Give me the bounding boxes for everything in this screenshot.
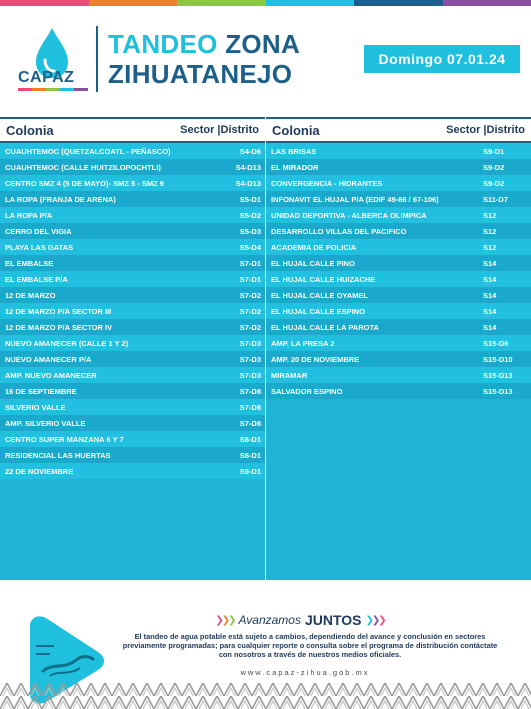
- sector-code: S5-D1: [239, 194, 261, 204]
- sector-code: S5-D2: [239, 210, 261, 220]
- date-badge: Domingo 07.01.24: [364, 45, 520, 73]
- slogan-arrows-left-icon: ❯❯❯: [215, 614, 235, 626]
- sector-code: S7-D3: [239, 370, 261, 380]
- colonia-name: 22 DE NOVIEMBRE: [5, 466, 74, 476]
- table-row: [266, 239, 531, 255]
- sector-code: S7-D3: [239, 338, 261, 348]
- table-row: [266, 223, 531, 239]
- table-row: [0, 431, 265, 447]
- left-rows: [0, 143, 265, 580]
- sector-code: S7-D8: [239, 402, 261, 412]
- left-column: [0, 117, 265, 580]
- table-row: [0, 287, 265, 303]
- right-column-header: [266, 117, 531, 143]
- colonia-name: 12 DE MARZO P/A SECTOR IV: [5, 322, 113, 332]
- colonia-name: AMP. NUEVO AMANECER: [5, 370, 97, 380]
- colonia-name: RESIDENCIAL LAS HUERTAS: [5, 450, 111, 460]
- colonia-name: CENTRO SUPER MANZANA 6 Y 7: [5, 434, 124, 444]
- colonia-name: SILVERIO VALLE: [5, 402, 66, 412]
- title-word-zona: ZONA: [225, 29, 301, 59]
- sector-code: S14: [483, 274, 497, 284]
- colonia-name: CUAUHTEMOC (CALLE HUITZILOPOCHTLI): [5, 162, 161, 172]
- table-row: [0, 303, 265, 319]
- table-row: [0, 223, 265, 239]
- colonia-name: CUAUHTEMOC (QUETZALCOATL - PEÑASCO): [5, 146, 171, 156]
- sector-code: S7-D1: [239, 258, 261, 268]
- colonia-name: LA ROPA P/A: [5, 210, 53, 220]
- brand-name: CAPAZ: [18, 69, 75, 86]
- colonia-name: MIRAMAR: [271, 370, 308, 380]
- header-divider: [96, 26, 98, 92]
- sector-code: S14: [483, 322, 497, 332]
- colonia-name: EL HUJAL CALLE ESPINO: [271, 306, 365, 316]
- colonia-name: AMP. 20 DE NOVIEMBRE: [271, 354, 360, 364]
- sector-code: S14: [483, 290, 497, 300]
- sector-code: S15-D13: [483, 370, 513, 380]
- table-row: [0, 335, 265, 351]
- table-row: [0, 367, 265, 383]
- sector-code: S4-D6: [239, 146, 261, 156]
- table-row: [0, 143, 265, 159]
- top-color-stripe: [0, 0, 531, 6]
- sector-code: S15-D13: [483, 386, 513, 396]
- table-row: [266, 303, 531, 319]
- sector-code: S9-D2: [483, 162, 505, 172]
- sector-code: S14: [483, 306, 497, 316]
- colonia-name: DESARROLLO VILLAS DEL PACIFICO: [271, 226, 407, 236]
- colonia-name: LAS BRISAS: [271, 146, 317, 156]
- sector-code: S7-D2: [239, 290, 261, 300]
- table-row: [0, 447, 265, 463]
- table-row: [0, 271, 265, 287]
- right-column: [266, 117, 531, 580]
- slogan: [190, 611, 410, 629]
- table-row: [0, 399, 265, 415]
- table-row: [0, 415, 265, 431]
- sector-code: S7-D2: [239, 306, 261, 316]
- colonia-name: SALVADOR ESPINO: [271, 386, 343, 396]
- sector-code: S4-D13: [235, 162, 261, 172]
- sector-code: S9-D2: [483, 178, 505, 188]
- slogan-text-a: Avanzamos: [238, 613, 301, 627]
- sector-code: S5-D3: [239, 226, 261, 236]
- table-row: [266, 271, 531, 287]
- table-row: [0, 191, 265, 207]
- table-row: [266, 319, 531, 335]
- slogan-text-b: JUNTOS: [304, 612, 362, 628]
- table-row: [266, 335, 531, 351]
- schedule-table: [0, 117, 531, 580]
- sector-code: S9-D1: [483, 146, 505, 156]
- colonia-name: EL MIRADOR: [271, 162, 319, 172]
- colonia-name: AMP. LA PRESA 2: [271, 338, 335, 348]
- sector-code: S8-D1: [239, 434, 261, 444]
- sector-code: S7-D2: [239, 322, 261, 332]
- table-row: [266, 383, 531, 399]
- colonia-name: PLAYA LAS GATAS: [5, 242, 74, 252]
- decorative-pattern-icon: [0, 683, 531, 709]
- colonia-name: EL HUJAL CALLE LA PAROTA: [271, 322, 379, 332]
- right-rows: [266, 143, 531, 580]
- page-title-line1: [108, 30, 300, 58]
- colonia-name: AMP. SILVERIO VALLE: [5, 418, 86, 428]
- sector-code: S14: [483, 258, 497, 268]
- table-row: [0, 319, 265, 335]
- left-column-header: [0, 117, 265, 143]
- table-row: [0, 383, 265, 399]
- sector-code: S15-D10: [483, 354, 513, 364]
- sector-code: S12: [483, 210, 497, 220]
- page-title-line2: ZIHUATANEJO: [108, 59, 293, 89]
- table-row: [0, 255, 265, 271]
- table-row: [266, 287, 531, 303]
- sector-code: S7-D1: [239, 274, 261, 284]
- table-row: [266, 143, 531, 159]
- colonia-name: CONVERGENCIA - HIDRANTES: [271, 178, 383, 188]
- website-link[interactable]: www.capaz-zihua.gob.mx: [240, 668, 370, 677]
- sector-code: S7-D8: [239, 386, 261, 396]
- table-row: [266, 175, 531, 191]
- sector-code: S7-D3: [239, 354, 261, 364]
- sector-code: S5-D4: [239, 242, 261, 252]
- table-row: [0, 239, 265, 255]
- table-row: [0, 463, 265, 479]
- colonia-name: CENTRO SMZ 4 (5 DE MAYO)- SMZ 5 - SMZ 9: [5, 178, 164, 188]
- colonia-name: INFONAVIT EL HUJAL P/A (EDIF 49-66 / 67-106): [271, 194, 439, 204]
- colonia-name: NUEVO AMANECER (CALLE 1 Y 2): [5, 338, 129, 348]
- sector-code: S7-D8: [239, 418, 261, 428]
- sector-code: S11-D7: [483, 194, 509, 204]
- table-row: [0, 207, 265, 223]
- sector-code: S15-D6: [483, 338, 509, 348]
- colonia-name: ACADEMIA DE POLICIA: [271, 242, 357, 252]
- colonia-name: EL HUJAL CALLE HUIZACHE: [271, 274, 376, 284]
- disclaimer-notice: El tandeo de agua potable está sujeto a cambios, dependiendo del avance y conclusión en sectores previamente programadas; para cualquier reporte o consulta sobre el programa de distribución contáctate con nosotros a través de nuestros medios oficiales.: [122, 632, 498, 659]
- title-word-tandeo: TANDEO: [108, 29, 218, 59]
- table-row: [266, 159, 531, 175]
- footer: [0, 580, 531, 709]
- table-row: [0, 351, 265, 367]
- colonia-name: LA ROPA (FRANJA DE ARENA): [5, 194, 116, 204]
- colonia-name: CERRO DEL VIGIA: [5, 226, 72, 236]
- colonia-name: EL HUJAL CALLE PINO: [271, 258, 355, 268]
- colonia-name: EL HUJAL CALLE OYAMEL: [271, 290, 368, 300]
- table-row: [266, 191, 531, 207]
- colonia-name: EL EMBALSE P/A: [5, 274, 68, 284]
- colonia-name: 16 DE SEPTIEMBRE: [5, 386, 77, 396]
- colonia-name: UNIDAD DEPORTIVA - ALBERCA OLIMPICA: [271, 210, 427, 220]
- table-row: [266, 351, 531, 367]
- colonia-name: EL EMBALSE: [5, 258, 54, 268]
- slogan-arrows-right-icon: ❯❯❯: [365, 614, 385, 626]
- table-row: [0, 159, 265, 175]
- colonia-header: Colonia: [6, 122, 54, 138]
- table-row: [0, 175, 265, 191]
- table-row: [266, 255, 531, 271]
- brand-color-strip: [18, 88, 88, 91]
- colonia-name: NUEVO AMANECER P/A: [5, 354, 92, 364]
- table-row: [266, 367, 531, 383]
- colonia-name: 12 DE MARZO: [5, 290, 56, 300]
- sector-header: Sector |Distrito: [446, 124, 525, 136]
- sector-code: S12: [483, 242, 497, 252]
- colonia-name: 12 DE MARZO P/A SECTOR III: [5, 306, 112, 316]
- table-row: [266, 207, 531, 223]
- sector-code: S8-D1: [239, 450, 261, 460]
- sector-code: S12: [483, 226, 497, 236]
- colonia-header: Colonia: [272, 122, 320, 138]
- sector-header: Sector |Distrito: [180, 124, 259, 136]
- sector-code: S9-D1: [239, 466, 261, 476]
- sector-code: S4-D13: [235, 178, 261, 188]
